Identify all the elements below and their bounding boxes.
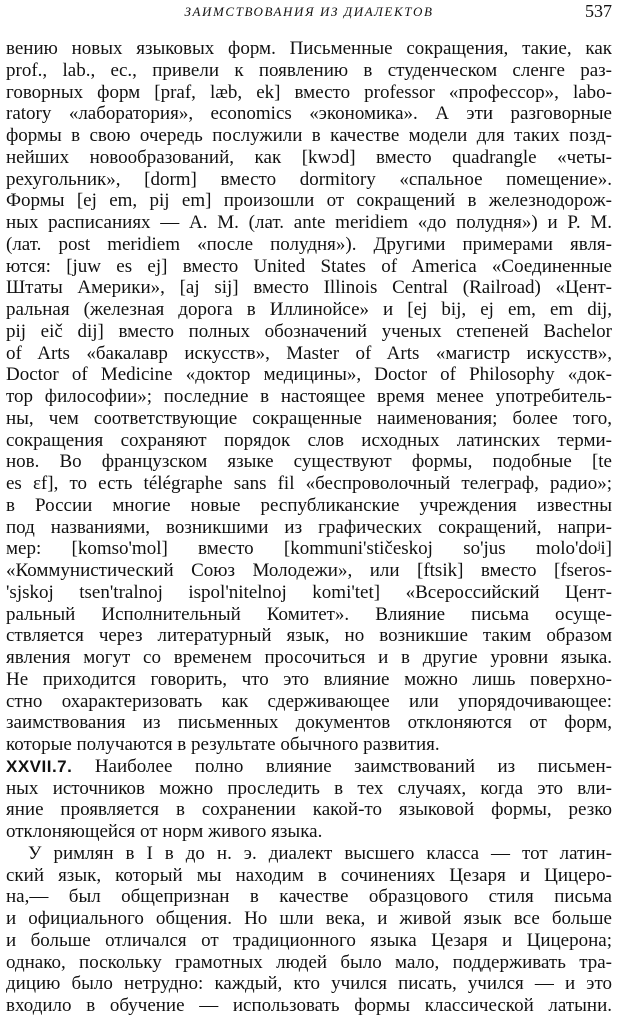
text-line: заимствования из письменных документов отклоняются от форм, xyxy=(6,712,612,734)
text-line: ных расписаниях — A. M. (лат. ante meridiem «до полудня») и P. M. xyxy=(6,212,612,233)
text-line: на,— был общепризнан в качестве образцового стиля письма xyxy=(6,886,612,908)
text-line: дицию было нетрудно: каждый, кто учился писать, учился — и это xyxy=(6,973,612,995)
section-paragraph xyxy=(6,756,612,843)
text-line: рехугольник», [dorm] вместо dormitory «спальное помещение». xyxy=(6,168,612,190)
text-line: тор философии»; последние в настоящее время менее употребитель- xyxy=(6,386,612,407)
text-line: ский язык, который мы находим в сочинениях Цезаря и Цицеро- xyxy=(6,864,612,886)
body-text xyxy=(6,38,612,1017)
text-line: ны, чем соответствующие сокращенные наименования; более того, xyxy=(6,407,612,429)
running-title: ЗАИМСТВОВАНИЯ ИЗ ДИАЛЕКТОВ xyxy=(184,4,434,19)
text-line: отклоняющейся от норм живого языка. xyxy=(6,821,323,842)
text-line: 'sjskoj tsen'tralnoj ispol'nitelnoj komi'tet] «Всероссийский Цент- xyxy=(6,581,612,603)
text-line: «Коммунистический Союз Молодежи», или [ftsik] вместо [fseros- xyxy=(6,560,612,581)
book-page xyxy=(6,0,612,1016)
text-line xyxy=(6,756,612,778)
text-line: Штаты Америки», [aj sij] вместо Illinois Central (Railroad) «Цент- xyxy=(6,277,612,299)
text-line: в России многие новые республиканские учреждения известны xyxy=(6,494,612,516)
text-line: prof., lab., ec., привели к появлению в студенческом сленге раз- xyxy=(6,59,612,81)
text-line: (лат. post meridiem «после полудня»). Другими примерами явля- xyxy=(6,233,612,255)
text-line: явления могут со временем просочиться и в другие уровни языка. xyxy=(6,647,612,668)
text-line: яние проявляется в сохранении какой-то языковой формы, резко xyxy=(6,799,612,821)
text-line: и больше отличался от традиционного языка Цезаря и Цицерона; xyxy=(6,929,612,951)
text-line: говорных форм [praf, læb, ek] вместо professor «профессор», labo- xyxy=(6,81,612,103)
text-line: входило в обучение — использовать формы классической латыни. xyxy=(6,995,612,1016)
paragraph xyxy=(6,843,612,1017)
text-line: сокращения сохраняют порядок слов исходных латинских терми- xyxy=(6,429,612,451)
text-line: ральная (железная дорога в Иллинойсе» и [ej bij, ej em, em dij, xyxy=(6,299,612,320)
text-line: и официального общения. Но шли века, и живой язык все больше xyxy=(6,908,612,929)
text-line: формы в свою очередь послужили в качестве модели для таких позд- xyxy=(6,125,612,146)
page-header xyxy=(6,0,612,38)
text-line: У римлян в I в до н. э. диалект высшего класса — тот латин- xyxy=(28,842,612,864)
text-line: ratory «лаборатория», economics «экономика». А эти разговорные xyxy=(6,103,612,125)
paragraph-continuation xyxy=(6,38,612,756)
text-line: Doctor of Medicine «доктор медицины», Doctor of Philosophy «док- xyxy=(6,364,612,386)
text-line: однако, поскольку грамотных людей было мало, поддерживать тра- xyxy=(6,951,612,973)
section-number: XXVII.7. xyxy=(6,756,73,776)
text-line: Не приходится говорить, что это влияние можно лишь поверхно- xyxy=(6,668,612,690)
text-line: pij eič dij] вместо полных обозначений ученых степеней Bachelor xyxy=(6,320,612,342)
page-number: 537 xyxy=(585,1,612,21)
text-line: ются: [juw es ej] вместо United States of America «Соединенные xyxy=(6,255,612,277)
section-first-line-text: Наиболее полно влияние заимствований из письмен- xyxy=(72,755,612,777)
text-line: под названиями, возникшими из графических сокращений, напри- xyxy=(6,516,612,538)
text-line: нейших новообразований, как [kwɔd] вместо quadrangle «четы- xyxy=(6,146,612,168)
text-line: стно охарактеризовать как сдерживающее или упорядочивающее: xyxy=(6,690,612,712)
text-line: ральный Исполнительный Комитет». Влияние письма осуще- xyxy=(6,603,612,625)
text-line: es ɛf], то есть télégraphe sans fil «беспроволочный телеграф, радио»; xyxy=(6,473,612,494)
text-line: ных источников можно проследить в тех случаях, когда это вли- xyxy=(6,777,612,799)
text-line: ствляется через литературный язык, но возникшие таким образом xyxy=(6,625,612,647)
text-line: нов. Во французском языке существуют формы, подобные [te xyxy=(6,451,612,473)
text-line: вению новых языковых форм. Письменные сокращения, такие, как xyxy=(6,38,612,59)
text-line: которые получаются в результате обычного развития. xyxy=(6,734,440,755)
text-line: of Arts «бакалавр искусств», Master of Arts «магистр искусств», xyxy=(6,342,612,364)
text-line: мер: [komso'mol] вместо [kommuni'stičeskoj so'jus molo'doʲi] xyxy=(6,538,612,560)
text-line: Формы [ej em, pij em] произошли от сокращений в железнодорож- xyxy=(6,190,612,212)
